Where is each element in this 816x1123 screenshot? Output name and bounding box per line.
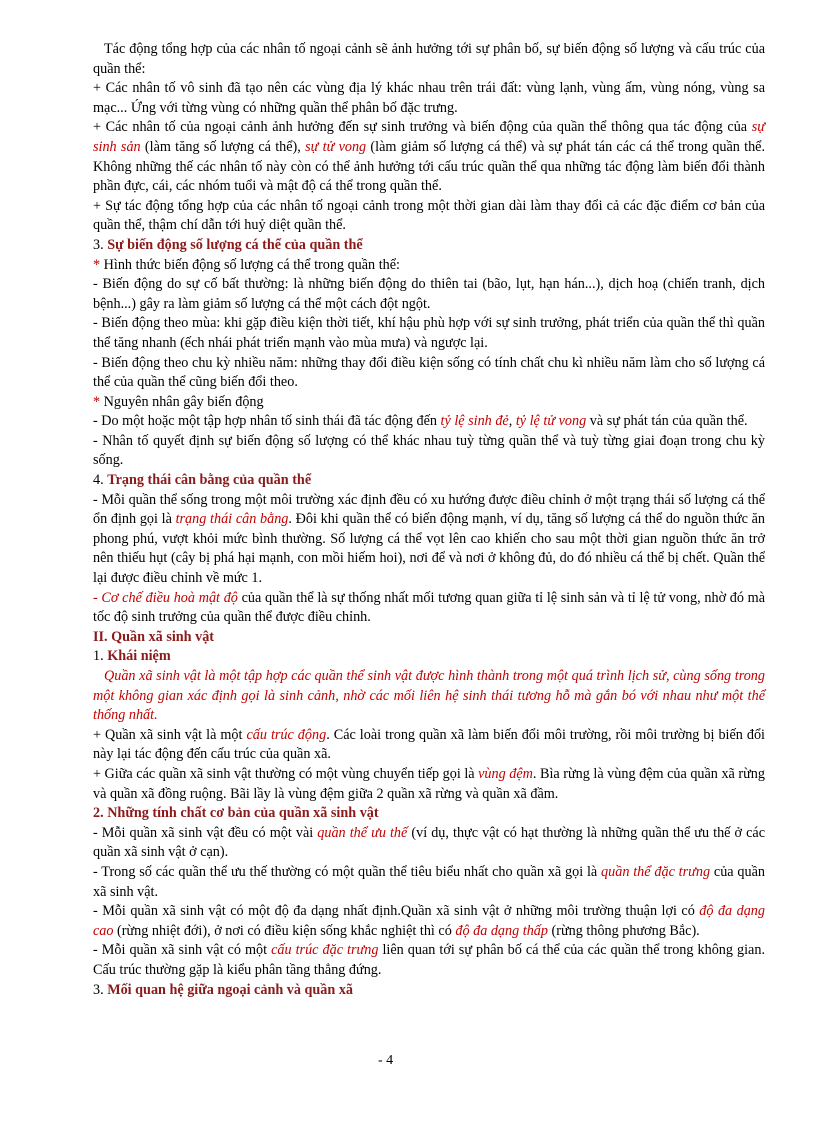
star-icon: * [93, 393, 101, 410]
emphasis: cấu trúc đặc trưng [271, 942, 379, 959]
paragraph: + Giữa các quần xã sinh vật thường có một vùng chuyển tiếp gọi là vùng đệm. Bìa rừng là vùng đệm của quần xã rừng và quần xã đồng ruộng. Bãi lầy là vùng đệm giữa 2 quần xã rừng và quần xã đầm. [93, 765, 765, 802]
paragraph: + Sự tác động tổng hợp của các nhân tố ngoại cảnh trong một thời gian dài làm thay đổi cả các đặc điểm cơ bản của quần thể, thậm chí dẫn tới huỷ diệt quần thể. [93, 197, 765, 234]
emphasis: quần thể ưu thế [317, 824, 408, 841]
page-number: - 4 [378, 1053, 394, 1068]
paragraph: - Nhân tố quyết định sự biến động số lượng có thể khác nhau tuỳ từng quần thể và tuỳ từng giai đoạn trong chu kỳ sống. [93, 432, 765, 469]
emphasis: tỷ lệ sinh đẻ [440, 413, 509, 430]
emphasis: độ đa dạng thấp [455, 922, 548, 939]
emphasis: cấu trúc động [246, 726, 327, 743]
document-page [93, 40, 765, 1000]
emphasis: trạng thái cân bằng [175, 511, 289, 528]
paragraph: - Do một hoặc một tập hợp nhân tố sinh thái đã tác động đến tỷ lệ sinh đẻ, tỷ lệ tử vong và sự phát tán của quần thể. [93, 413, 748, 430]
chapter-heading: II. Quần xã sinh vật [93, 628, 215, 645]
paragraph: - Trong số các quần thể ưu thế thường có một quần thể tiêu biểu nhất cho quần xã gọi là quần thể đặc trưng của quần xã sinh vật. [93, 863, 765, 900]
star-icon: * [93, 256, 101, 273]
paragraph: - Mỗi quần xã sinh vật có một cấu trúc đặc trưng liên quan tới sự phân bố cá thể của các quần thể trong không gian. Cấu trúc thường gặp là kiểu phân tầng thẳng đứng. [93, 942, 765, 978]
paragraph: + Quần xã sinh vật là một cấu trúc động. Các loài trong quần xã làm biến đổi môi trường, rồi môi trường bị biến đổi này lại tác động đến cấu trúc của quần xã. [93, 726, 766, 763]
emphasis: sự sinh sản [93, 119, 765, 155]
emphasis: tỷ lệ tử vong [515, 413, 587, 430]
section-heading: 3. Mối quan hệ giữa ngoại cảnh và quần xã [93, 981, 354, 998]
definition: Quần xã sinh vật là một tập hợp các quần thể sinh vật được hình thành trong một quá trình lịch sử, cùng sống trong một không gian xác định gọi là sinh cảnh, nhờ các mối liên hệ sinh thái tương hỗ mà gắn bó với nhau như một thể thống nhất. [93, 668, 765, 724]
paragraph: Tác động tổng hợp của các nhân tố ngoại cảnh sẽ ảnh hưởng tới sự phân bố, sự biến động số lượng và cấu trúc của quần thể: [93, 41, 765, 77]
paragraph: - Biến động theo chu kỳ nhiều năm: những thay đổi điều kiện sống có tính chất chu kì nhiều năm làm cho số lượng cá thể của quần thể cũng biến đổi theo. [93, 354, 765, 391]
paragraph: - Biến động theo mùa: khi gặp điều kiện thời tiết, khí hậu phù hợp với sự sinh trưởng, phát triển của quần thể thì quần thể tăng nhanh (ếch nhái phát triển mạnh vào mùa mưa) và ngược lại. [93, 315, 765, 351]
bullet: * Hình thức biến động số lượng cá thể trong quần thể: [93, 256, 400, 273]
emphasis: độ đa dạng cao [93, 903, 765, 939]
emphasis: - Cơ chế điều hoà mật độ [93, 589, 238, 606]
paragraph: - Mỗi quần thể sống trong một môi trường xác định đều có xu hướng được điều chỉnh ở một trạng thái số lượng cá thể ổn định gọi là trạng thái cân bằng. Đôi khi quần thể có biến động mạnh, ví dụ, tăng số lượng cá thể do nguồn thức ăn phong phú, vượt khỏi mức bình thường. Số lượng cá thể vọt lên cao khiến cho sau một thời gian nguồn thức ăn trở nên thiếu hụt (cây bị phá hại mạnh, con mồi hiếm hoi), nơi để và nơi ở không đủ, do đó nhiều cá thể bị chết. Quần thể lại được điều chỉnh về mức 1. [93, 491, 765, 587]
section-heading: 2. Những tính chất cơ bản của quần xã sinh vật [93, 805, 379, 822]
paragraph: - Mỗi quần xã sinh vật có một độ đa dạng nhất định.Quần xã sinh vật ở những môi trường thuận lợi có độ đa dạng cao (rừng nhiệt đới), ở nơi có điều kiện sống khắc nghiệt thì có độ đa dạng thấp (rừng thông phương Bắc). [93, 903, 765, 939]
paragraph: - Biến động do sự cố bất thường: là những biến động do thiên tai (bão, lụt, hạn hán...), dịch hoạ (chiến tranh, dịch bệnh...) gây ra làm giảm số lượng cá thể một cách đột ngột. [93, 276, 765, 312]
paragraph: + Các nhân tố vô sinh đã tạo nên các vùng địa lý khác nhau trên trái đất: vùng lạnh, vùng ấm, vùng nóng, vùng sa mạc... Ứng với từng vùng có những quần thể phân bố đặc trưng. [93, 80, 765, 116]
section-heading: 4. Trạng thái cân bằng của quần thể [93, 472, 312, 489]
emphasis: vùng đệm [478, 765, 533, 782]
emphasis: sự tử vong [305, 138, 367, 155]
paragraph: - Cơ chế điều hoà mật độ của quần thể là sự thống nhất mối tương quan giữa tỉ lệ sinh sản và tỉ lệ tử vong, nhờ đó mà tốc độ sinh trưởng của quần thể được điều chỉnh. [93, 589, 766, 626]
paragraph: - Mỗi quần xã sinh vật đều có một vài quần thể ưu thế (ví dụ, thực vật có hạt thường là những quần thể ưu thế ở các quần xã sinh vật ở cạn). [93, 824, 766, 861]
section-heading: 3. Sự biến động số lượng cá thể của quần thể [93, 236, 363, 253]
emphasis: quần thể đặc trưng [601, 863, 711, 880]
paragraph: + Các nhân tố của ngoại cảnh ảnh hưởng đến sự sinh trưởng và biến động của quần thể thông qua tác động của sự sinh sản (làm tăng số lượng cá thể), sự tử vong (làm giảm số lượng cá thể) và sự phát tán các cá thể trong quần thể. Không những thế các nhân tố này còn có thể ảnh hưởng tới cấu trúc quần thể qua những tác động làm biến đổi thành phần đực, cái, các nhóm tuổi và mật độ cá thể trong quần thể. [93, 119, 766, 195]
section-heading: 1. Khái niệm [93, 648, 171, 665]
bullet: * Nguyên nhân gây biến động [93, 393, 264, 410]
